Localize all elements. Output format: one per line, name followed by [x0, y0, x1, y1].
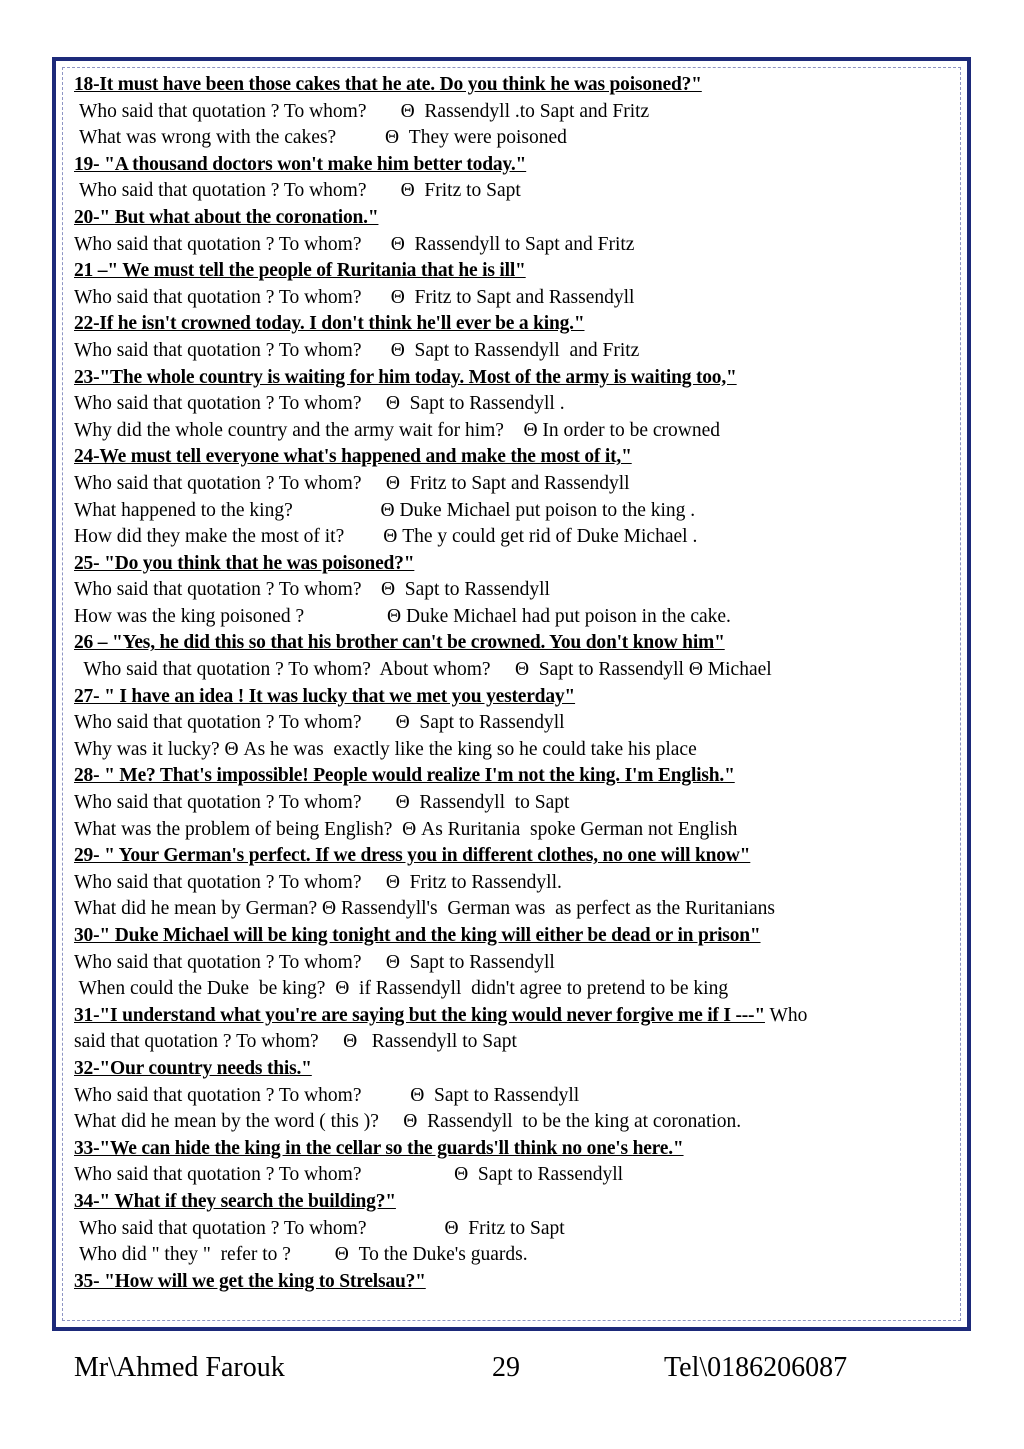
quotation-text: 27- " I have an idea ! It was lucky that we met you yesterday"	[74, 685, 576, 707]
answer-text: Who did " they " refer to ? Θ To the Duke's guards.	[79, 1244, 528, 1266]
answer-text: Who said that quotation ? To whom? Θ Rassendyll .to Sapt and Fritz	[79, 100, 650, 122]
answer-line	[74, 418, 944, 445]
answer-line	[74, 950, 944, 977]
quotation-text: 30-" Duke Michael will be king tonight and the king will either be dead or in prison"	[74, 925, 761, 946]
quotation-line	[74, 630, 944, 657]
quotation-line	[74, 551, 944, 578]
quotation-text: 21 –" We must tell the people of Ruritania that he is ill"	[74, 260, 526, 282]
answer-line	[74, 1029, 944, 1056]
answer-text: Who said that quotation ? To whom? Θ Fritz to Sapt	[79, 180, 521, 202]
quotation-text: 35- "How will we get the king to Strelsau?"	[74, 1270, 426, 1292]
answer-text: What did he mean by German? Θ Rassendyll's German was as perfect as the Ruritanians	[74, 898, 775, 920]
quotation-line	[74, 205, 944, 232]
quotation-line	[74, 365, 944, 392]
quotation-text: 20-" But what about the coronation."	[74, 206, 379, 228]
quotation-line	[74, 72, 944, 99]
answer-text: Who said that quotation ? To whom? Θ Fritz to Sapt and Rassendyll	[74, 472, 630, 494]
answer-line	[74, 125, 944, 152]
quotation-text: 34-" What if they search the building?"	[74, 1190, 396, 1212]
answer-line	[74, 710, 944, 737]
answer-line	[74, 391, 944, 418]
answer-line	[74, 338, 944, 365]
quotation-text: 24-We must tell everyone what's happened and make the most of it,"	[74, 446, 632, 468]
answer-text: Who said that quotation ? To whom? Θ Rassendyll to Sapt	[74, 792, 570, 814]
quotation-line	[74, 1136, 944, 1163]
answer-line	[74, 178, 944, 205]
quotation-line	[74, 1189, 944, 1216]
answer-line	[74, 285, 944, 312]
quotation-text: 29- " Your German's perfect. If we dress you in different clothes, no one will know"	[74, 845, 751, 867]
answer-text: Who said that quotation ? To whom? Θ Fritz to Sapt	[79, 1217, 565, 1239]
quotation-text: 19- "A thousand doctors won't make him better today."	[74, 153, 527, 175]
page-footer	[74, 1348, 894, 1388]
answer-text: Why was it lucky? Θ As he was exactly like the king so he could take his place	[74, 738, 697, 760]
answer-text: How was the king poisoned ? Θ Duke Michael had put poison in the cake.	[74, 605, 731, 627]
answer-text: said that quotation ? To whom? Θ Rassendyll to Sapt	[74, 1031, 517, 1053]
quotation-line	[74, 1056, 944, 1083]
answer-text: Why did the whole country and the army wait for him? Θ In order to be crowned	[74, 419, 721, 441]
answer-text: Who said that quotation ? To whom? Θ Sapt to Rassendyll	[74, 1084, 580, 1106]
answer-text: Who said that quotation ? To whom? Θ Fritz to Sapt and Rassendyll	[74, 286, 635, 308]
answer-text: What was the problem of being English? Θ As Ruritania spoke German not English	[74, 818, 738, 840]
answer-text: What was wrong with the cakes? Θ They were poisoned	[79, 127, 567, 149]
answer-line	[74, 471, 944, 498]
footer-telephone: Tel\0186206087	[664, 1352, 848, 1383]
quotation-line	[74, 444, 944, 471]
answer-text: How did they make the most of it? Θ The y could get rid of Duke Michael .	[74, 526, 698, 548]
answer-text: Who said that quotation ? To whom? About whom? Θ Sapt to Rassendyll Θ Michael	[74, 659, 772, 681]
answer-line	[74, 870, 944, 897]
quotation-line	[74, 923, 944, 950]
answer-text: When could the Duke be king? Θ if Rassendyll didn't agree to pretend to be king	[74, 978, 729, 1000]
answer-line	[74, 1083, 944, 1110]
answer-text: Who said that quotation ? To whom? Θ Rassendyll to Sapt and Fritz	[74, 233, 635, 255]
quotation-text: 18-It must have been those cakes that he ate. Do you think he was poisoned?"	[74, 74, 702, 95]
answer-text: What happened to the king? Θ Duke Michael put poison to the king .	[74, 499, 696, 521]
quotation-line	[74, 258, 944, 285]
quotation-text: 32-"Our country needs this."	[74, 1057, 312, 1079]
answer-text: Who said that quotation ? To whom? Θ Sapt to Rassendyll and Fritz	[74, 339, 640, 361]
answer-line	[74, 1216, 944, 1243]
answer-line	[74, 99, 944, 126]
quotation-text: 28- " Me? That's impossible! People would realize I'm not the king. I'm English."	[74, 765, 735, 787]
quotation-line	[74, 152, 944, 179]
answer-line	[74, 1109, 944, 1136]
quotation-line	[74, 1003, 944, 1030]
quotation-text: 31-"I understand what you're are saying but the king would never forgive me if I ---"	[74, 1004, 765, 1026]
quotation-line	[74, 1269, 944, 1296]
answer-line	[74, 524, 944, 551]
footer-page-number: 29	[492, 1352, 520, 1383]
answer-text: Who said that quotation ? To whom? Θ Fritz to Rassendyll.	[74, 871, 562, 893]
answer-line	[74, 604, 944, 631]
answer-text: Who said that quotation ? To whom? Θ Sapt to Rassendyll .	[74, 393, 565, 415]
quotation-text: 22-If he isn't crowned today. I don't think he'll ever be a king."	[74, 313, 585, 335]
quotation-line	[74, 311, 944, 338]
answer-line	[74, 657, 944, 684]
answer-text: Who said that quotation ? To whom? Θ Sapt to Rassendyll	[74, 951, 555, 973]
answer-line	[74, 896, 944, 923]
answer-line	[74, 737, 944, 764]
answer-text: Who said that quotation ? To whom? Θ Sapt to Rassendyll	[74, 579, 550, 601]
quotation-line	[74, 684, 944, 711]
answer-line	[74, 1162, 944, 1189]
answer-text: Who said that quotation ? To whom? Θ Sapt to Rassendyll	[74, 1164, 624, 1186]
answer-line	[74, 232, 944, 259]
footer-author: Mr\Ahmed Farouk	[74, 1352, 285, 1383]
quotation-line	[74, 763, 944, 790]
answer-line	[74, 498, 944, 525]
quotation-text: 26 – "Yes, he did this so that his brother can't be crowned. You don't know him"	[74, 632, 725, 654]
answer-line	[74, 817, 944, 844]
quotation-line	[74, 843, 944, 870]
quotation-text: 25- "Do you think that he was poisoned?"	[74, 552, 415, 574]
answer-line	[74, 577, 944, 604]
answer-line	[74, 976, 944, 1003]
answer-line	[74, 1242, 944, 1269]
answer-line	[74, 790, 944, 817]
quotation-text: 23-"The whole country is waiting for him today. Most of the army is waiting too,"	[74, 366, 737, 388]
answer-text: Who said that quotation ? To whom? Θ Sapt to Rassendyll	[74, 712, 565, 734]
answer-text: What did he mean by the word ( this )? Θ Rassendyll to be the king at coronation.	[74, 1111, 742, 1133]
answer-text: Who	[764, 1004, 808, 1026]
questions-content	[74, 72, 944, 1295]
quotation-text: 33-"We can hide the king in the cellar so the guards'll think no one's here."	[74, 1137, 684, 1159]
